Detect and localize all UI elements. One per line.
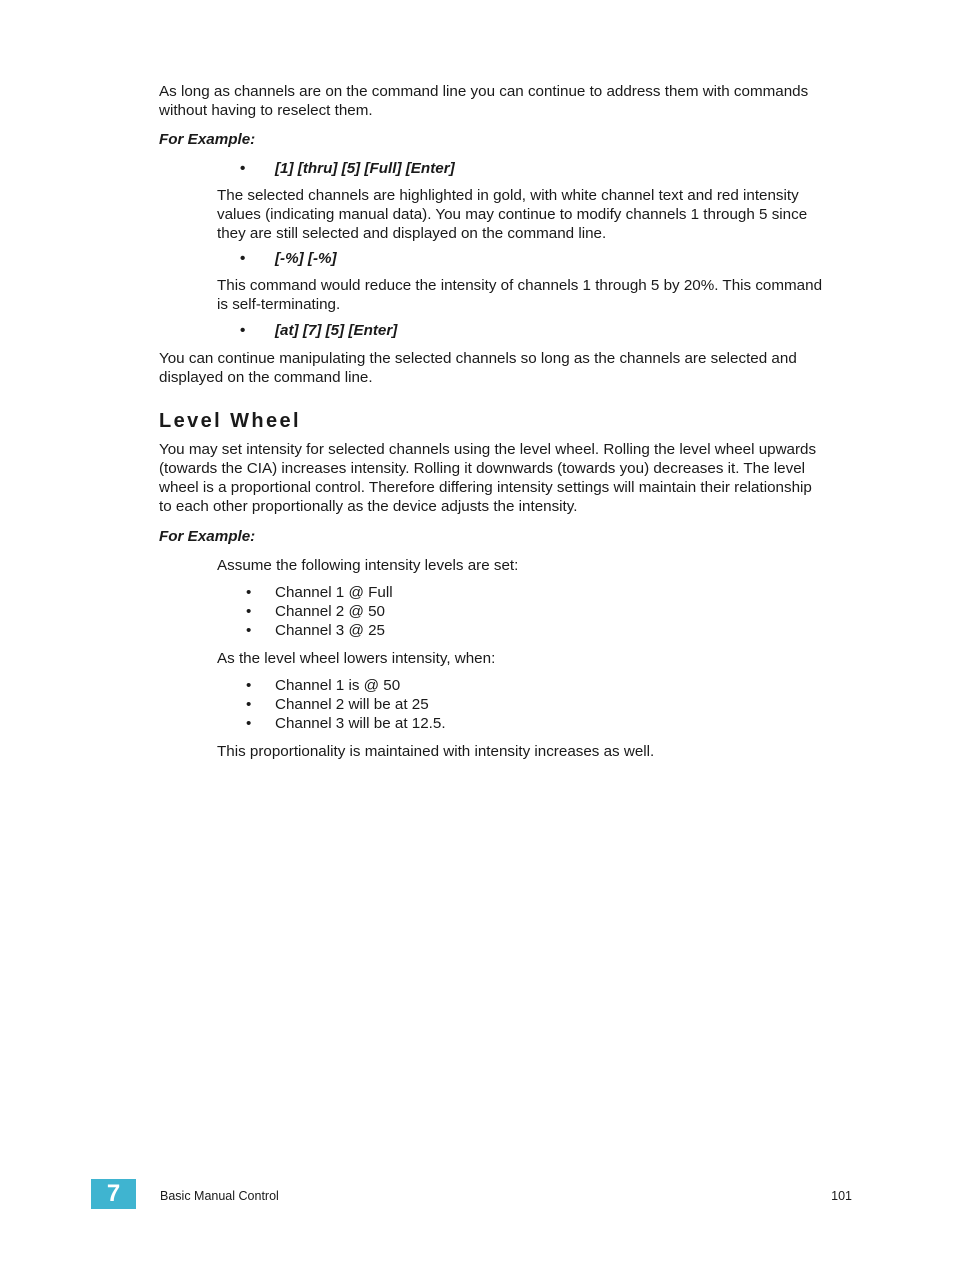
page-number: 101 — [831, 1189, 852, 1203]
levels-list — [246, 583, 846, 640]
list-item: • Channel 3 @ 25 — [246, 622, 385, 639]
list-item: • Channel 2 @ 50 — [246, 603, 385, 620]
lowered-list — [246, 676, 846, 733]
command-item: • [-%] [-%] — [240, 250, 337, 267]
example-label: For Example: — [159, 528, 256, 545]
command-item: • [1] [thru] [5] [Full] [Enter] — [240, 160, 455, 177]
bullet: • — [240, 322, 246, 339]
chapter-badge: 7 — [91, 1179, 136, 1209]
bullet: • — [240, 250, 246, 267]
section-heading: Level Wheel — [159, 410, 301, 432]
list-item: • Channel 2 will be at 25 — [246, 696, 429, 713]
proportion-text: This proportionality is maintained with intensity increases as well. — [217, 743, 655, 760]
intro-paragraph: As long as channels are on the command line you can continue to address them with commands without having to reselect them. — [159, 83, 809, 119]
bullet: • — [240, 160, 246, 177]
command-description: This command would reduce the intensity of channels 1 through 5 by 20%. This command is self-terminating. — [217, 277, 823, 313]
list-item: • Channel 1 @ Full — [246, 584, 393, 601]
assume-text: Assume the following intensity levels are set: — [217, 557, 519, 574]
example-label: For Example: — [159, 131, 256, 148]
level-wheel-paragraph: You may set intensity for selected channels using the level wheel. Rolling the level wheel upwards (towards the CIA) increases intensity. Rolling it downwards (towards you) decreases it. The level wheel is a proportional control. Therefore differing intensity settings will maintain their relationship to each other proportionally as the device adjusts the intensity. — [159, 441, 817, 515]
command-item: • [at] [7] [5] [Enter] — [240, 322, 398, 339]
lowers-text: As the level wheel lowers intensity, when: — [217, 650, 496, 667]
chapter-title: Basic Manual Control — [160, 1189, 279, 1203]
list-item: • Channel 3 will be at 12.5. — [246, 715, 446, 732]
command-description: The selected channels are highlighted in gold, with white channel text and red intensity values (indicating manual data). You may continue to modify channels 1 through 5 since they are still selected and displayed on the command line. — [217, 187, 808, 242]
list-item: • Channel 1 is @ 50 — [246, 677, 401, 694]
continue-paragraph: You can continue manipulating the selected channels so long as the channels are selected and displayed on the command line. — [159, 350, 797, 386]
